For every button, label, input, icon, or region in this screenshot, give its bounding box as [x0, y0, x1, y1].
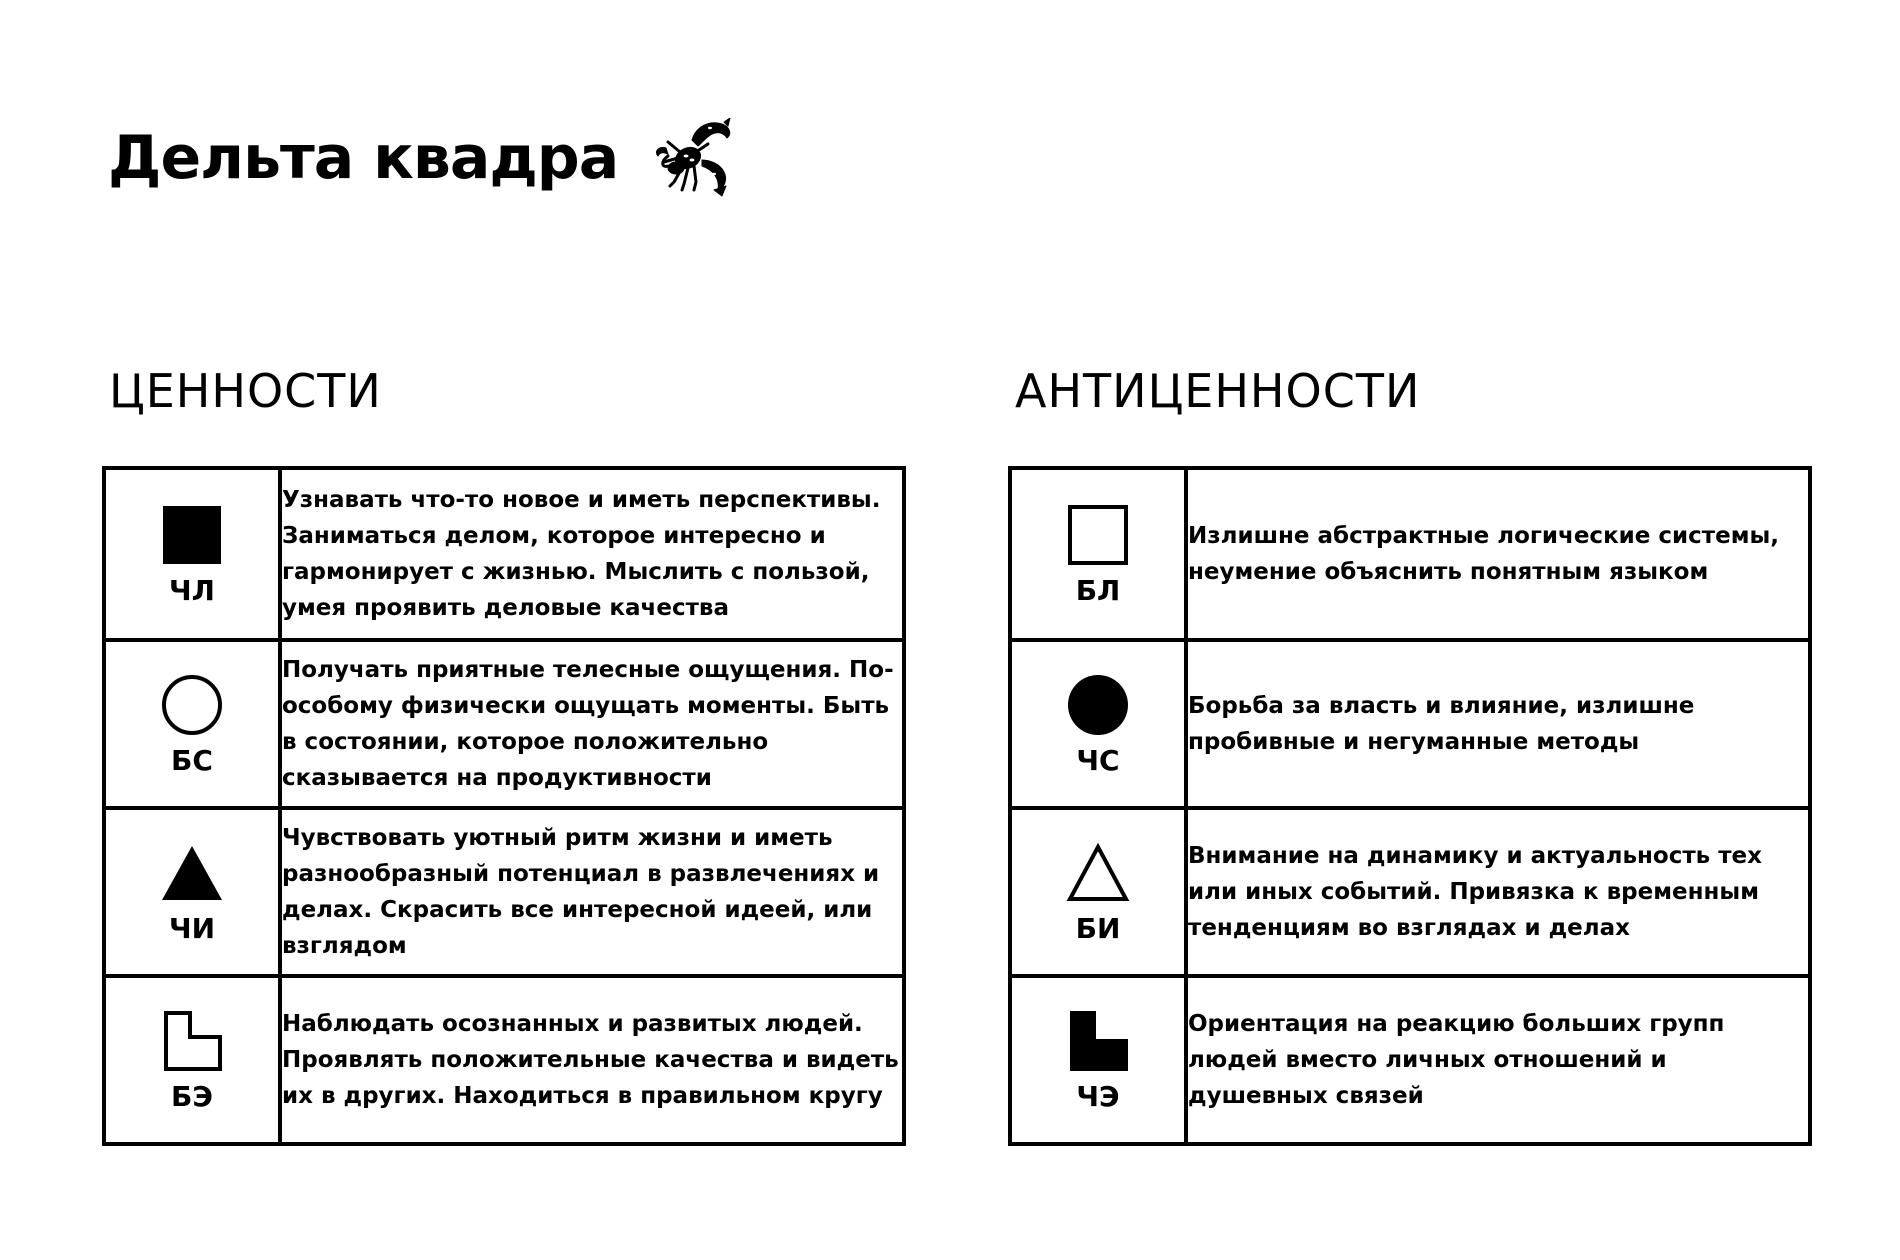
function-code: БЭ: [171, 1080, 213, 1113]
function-cell: [1010, 976, 1186, 1144]
description-cell: Узнавать что-то новое и иметь перспективы. Заниматься делом, которое интересно и гармонирует с жизнью. Мыслить с пользой, умея проявить деловые качества: [280, 468, 904, 640]
antivalues-table: [1008, 466, 1812, 1146]
table-row: [104, 468, 904, 640]
values-table: [102, 466, 906, 1146]
filled-square-icon: [160, 503, 224, 567]
values-heading: ЦЕННОСТИ: [109, 364, 382, 418]
function-code: БИ: [1075, 912, 1121, 945]
function-code: БЛ: [1075, 574, 1121, 607]
filled-circle-icon: [1066, 673, 1130, 737]
table-row: [104, 976, 904, 1144]
table-row: [1010, 468, 1810, 640]
function-code: ЧС: [1076, 744, 1120, 777]
outline-triangle-icon: [1066, 841, 1130, 905]
function-code: ЧЭ: [1076, 1080, 1120, 1113]
table-row: [1010, 976, 1810, 1144]
outline-l-shape-icon: [160, 1009, 224, 1073]
table-row: [104, 640, 904, 808]
function-cell: [1010, 468, 1186, 640]
description-cell: Борьба за власть и влияние, излишне пробивные и негуманные методы: [1186, 640, 1810, 808]
table-row: [1010, 808, 1810, 976]
scorpion-icon: [652, 118, 738, 198]
function-code: ЧИ: [168, 912, 216, 945]
table-row: [1010, 640, 1810, 808]
antivalues-heading: АНТИЦЕННОСТИ: [1015, 364, 1421, 418]
table-row: [104, 808, 904, 976]
description-cell: Наблюдать осознанных и развитых людей. Проявлять положительные качества и видеть их в других. Находиться в правильном кругу: [280, 976, 904, 1144]
function-code: БС: [171, 744, 213, 777]
description-cell: Получать приятные телесные ощущения. По-особому физически ощущать моменты. Быть в состоянии, которое положительно сказывается на продуктивности: [280, 640, 904, 808]
page-title: Дельта квадра: [108, 123, 619, 193]
function-cell: [104, 640, 280, 808]
function-cell: [104, 468, 280, 640]
description-cell: Внимание на динамику и актуальность тех или иных событий. Привязка к временным тенденциям во взглядах и делах: [1186, 808, 1810, 976]
title-row: [108, 118, 738, 198]
function-cell: [104, 976, 280, 1144]
function-cell: [1010, 640, 1186, 808]
description-cell: Излишне абстрактные логические системы, неумение объяснить понятным языком: [1186, 468, 1810, 640]
function-cell: [104, 808, 280, 976]
description-cell: Чувствовать уютный ритм жизни и иметь разнообразный потенциал в развлечениях и делах. Скрасить все интересной идеей, или взглядом: [280, 808, 904, 976]
outline-circle-icon: [160, 673, 224, 737]
function-cell: [1010, 808, 1186, 976]
outline-square-icon: [1066, 503, 1130, 567]
filled-l-shape-icon: [1066, 1009, 1130, 1073]
function-code: ЧЛ: [169, 574, 215, 607]
description-cell: Ориентация на реакцию больших групп людей вместо личных отношений и душевных связей: [1186, 976, 1810, 1144]
filled-triangle-icon: [160, 841, 224, 905]
